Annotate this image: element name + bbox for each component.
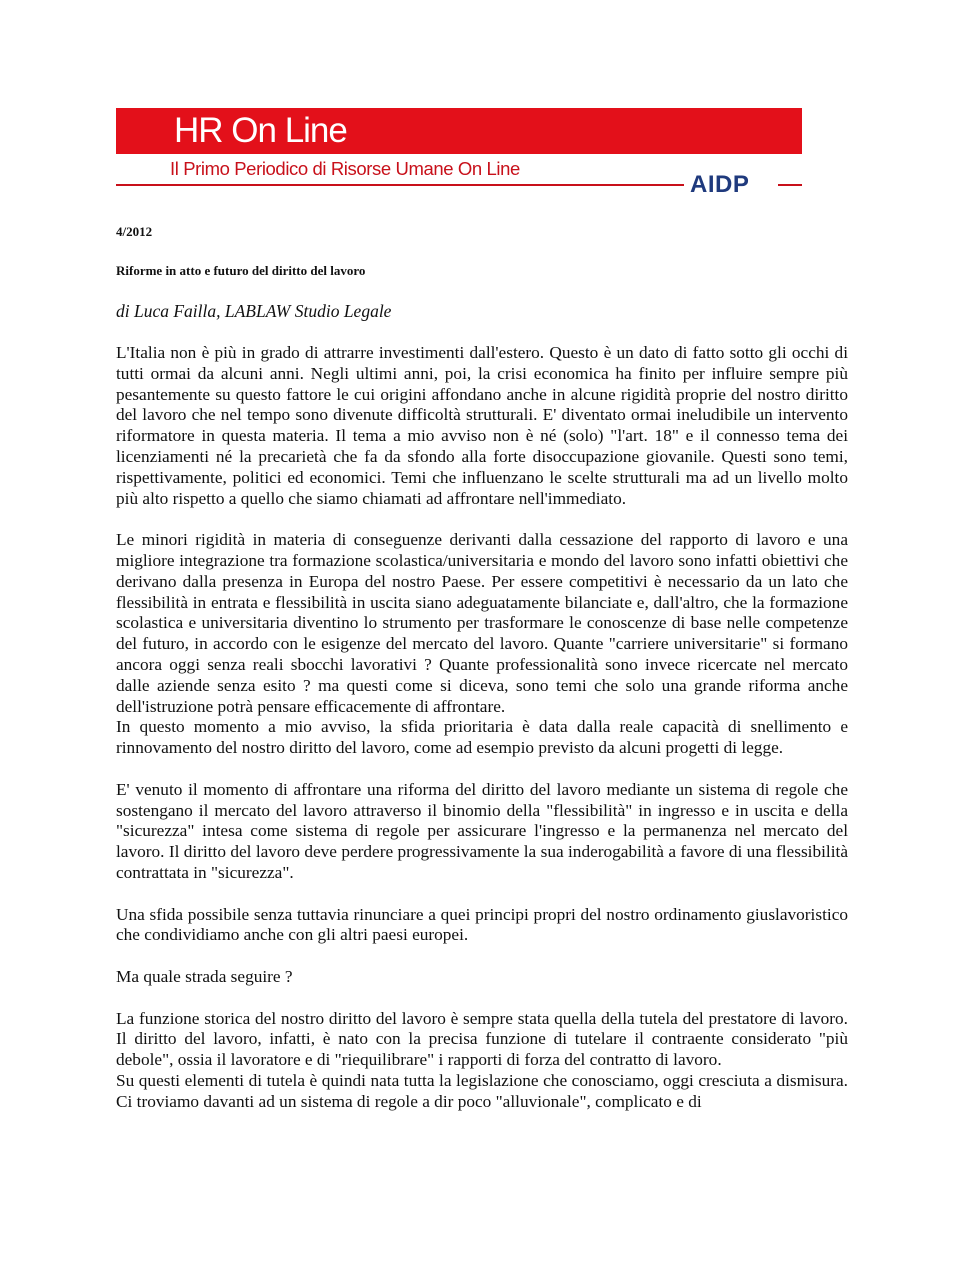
masthead-title: HR On Line (174, 111, 347, 150)
article-body (116, 343, 848, 1112)
paragraph: Le minori rigidità in materia di conseguenze derivanti dalla cessazione del rapporto di lavoro e una migliore integrazione tra formazione scolastica/universitaria e mondo del lavoro sono infatti obiettivi che derivano dalla presenza in Europa del nostro Paese. Per essere competitivi è necessario da un lato che flessibilità in entrata e flessibilità in uscita siano adeguatamente bilanciate e, dall'altro, che la formazione scolastica e universitaria diventino lo strumento per trasformare le conoscenze di base nelle competenze del futuro, in accordo con le esigenze del mercato del lavoro. Quante "carriere universitarie" si formano ancora oggi senza reali sbocchi lavorativi ? Quante professionalità sono invece ricercate nel mercato dalle aziende senza esito ? ma questi come si diceva, sono temi che solo una grande riforma anche dell'istruzione potrà pensare efficacemente di affrontare. (116, 530, 848, 716)
paragraph: In questo momento a mio avviso, la sfida prioritaria è data dalla reale capacità di snellimento e rinnovamento del nostro diritto del lavoro, come ad esempio previsto da alcuni progetti di legge. (116, 717, 848, 758)
header-banner (116, 108, 802, 154)
aidp-logo: AIDP (690, 171, 750, 198)
paragraph: Ma quale strada seguire ? (116, 966, 293, 986)
masthead-subtitle: Il Primo Periodico di Risorse Umane On Line (170, 158, 520, 179)
article-title: Riforme in atto e futuro del diritto del lavoro (116, 263, 366, 278)
paragraph: Una sfida possibile senza tuttavia rinunciare a quei principi propri del nostro ordinamento giuslavoristico che condividiamo anche con gli altri paesi europei. (116, 904, 848, 945)
paragraph: L'Italia non è più in grado di attrarre investimenti dall'estero. Questo è un dato di fatto sotto gli occhi di tutti ormai da alcuni anni. Negli ultimi anni, poi, la crisi economica ha finito per influire sempre più pesantemente su questo fattore le cui origini affondano anche in alcune rigidità proprie del nostro diritto del lavoro che nel tempo sono divenute difficoltà strutturali. E' diventato ormai ineludibile un intervento riformatore in questa materia. Il tema a mio avviso non è né (solo) "l'art. 18" e il connesso tema dei licenziamenti né la precarietà che fa da sfondo alla forte disoccupazione giovanile. Questi sono temi, rispettivamente, politici ed economici. Temi che influenzano le scelte strutturali ma ad un livello molto più alto rispetto a quello che siamo chiamati ad affrontare nell'immediato. (116, 343, 848, 508)
paragraph: E' venuto il momento di affrontare una riforma del diritto del lavoro mediante un sistema di regole che sostengano il mercato del lavoro attraverso il binomio della "flessibilità" in ingresso e in uscita e della "sicurezza" intesa come sistema di regole per assicurare l'ingresso e la permanenza nel mercato del lavoro. Il diritto del lavoro deve perdere progressivamente la sua inderogabilità a favore di una flessibilità contrattata in "sicurezza". (116, 779, 848, 882)
paragraph: La funzione storica del nostro diritto del lavoro è sempre stata quella della tutela del prestatore di lavoro. Il diritto del lavoro, infatti, è nato con la precisa funzione di tutelare il contraente considerato "più debole", ossia il lavoratore e di "riequilibrare" i rapporti di forza del contratto di lavoro. (116, 1008, 848, 1070)
issue-number: 4/2012 (116, 224, 153, 239)
header-divider-right (778, 184, 802, 186)
paragraph: Su questi elementi di tutela è quindi nata tutta la legislazione che conosciamo, oggi cresciuta a dismisura. Ci troviamo davanti ad un sistema di regole a dir poco "alluvionale", complicato e di (116, 1070, 848, 1111)
article-author: di Luca Failla, LABLAW Studio Legale (116, 301, 392, 321)
header-divider-left (116, 184, 684, 186)
